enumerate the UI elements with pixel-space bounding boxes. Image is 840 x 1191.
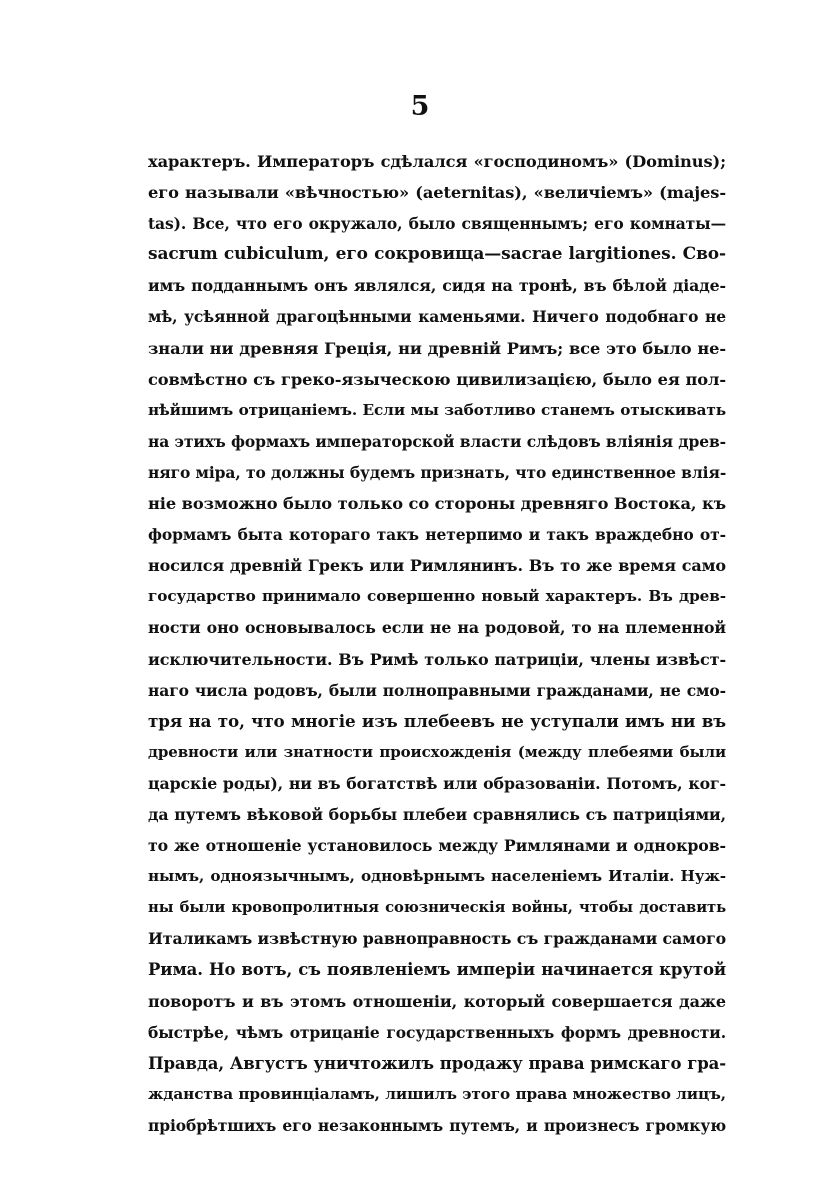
- text-line: царскіе роды), ни въ богатствѣ или образованіи. Потомъ, ког-: [148, 773, 726, 793]
- text-line: характеръ. Императоръ сдѣлался «господиномъ» (Dominus);: [148, 152, 726, 171]
- text-line: нѣйшимъ отрицаніемъ. Если мы заботливо станемъ отыскивать: [148, 400, 726, 419]
- text-line: исключительности. Въ Римѣ только патриціи, члены извѣст-: [148, 649, 726, 669]
- text-line: Правда, Августъ уничтожилъ продажу права римскаго гра-: [148, 1053, 726, 1073]
- text-line: да путемъ вѣковой борьбы плебеи сравнялись съ патриціями,: [148, 804, 726, 824]
- text-line: древности или знатности происхожденія (между плебеями были: [148, 742, 726, 761]
- text-line: ны были кровопролитныя союзническія войны, чтобы доставить: [148, 899, 726, 917]
- text-line: знали ни древняя Греція, ни древній Римъ; все это было не-: [148, 338, 726, 358]
- text-line: тря на то, что многіе изъ плебеевъ не уступали имъ ни въ: [148, 710, 726, 731]
- text-line: жданства провинціаламъ, лишилъ этого права множество лицъ,: [148, 1084, 726, 1103]
- text-line: ности оно основывалось если не на родовой, то на племенной: [148, 618, 726, 638]
- text-line: формамъ быта котораго такъ нетерпимо и такъ враждебно от-: [148, 525, 726, 545]
- text-line: няго міра, то должны будемъ признать, что единственное влія-: [148, 462, 727, 482]
- text-line: нымъ, одноязычнымъ, одновѣрнымъ населеніемъ Италіи. Нуж-: [148, 867, 726, 886]
- text-line: государство принимало совершенно новый характеръ. Въ древ-: [148, 587, 726, 606]
- text-line: sacrum cubiculum, его сокровища—sacrae largitiones. Сво-: [148, 244, 726, 265]
- text-line: имъ подданнымъ онъ являлся, сидя на тронѣ, въ бѣлой діаде-: [148, 276, 726, 296]
- text-line: Рима. Но вотъ, съ появленіемъ имперіи начинается крутой: [148, 960, 726, 980]
- text-line: ніе возможно было только со стороны древняго Востока, къ: [148, 494, 726, 514]
- text-line: Италикамъ извѣстную равноправность съ гражданами самого: [148, 929, 727, 949]
- text-line: tas). Все, что его окружало, было священнымъ; его комнаты—: [148, 214, 726, 234]
- text-line: наго числа родовъ, были полноправными гражданами, не смо-: [148, 680, 726, 700]
- text-line: поворотъ и въ этомъ отношеніи, который совершается даже: [148, 991, 726, 1011]
- text-line: на этихъ формахъ императорской власти слѣдовъ вліянія древ-: [148, 431, 726, 451]
- text-line: то же отношеніе установилось между Римлянами и однокров-: [148, 836, 726, 856]
- text-line: совмѣстно съ греко-языческою цивилизацією, было ея пол-: [148, 369, 726, 389]
- page-number: 5: [410, 91, 430, 122]
- text-line: носился древній Грекъ или Римлянинъ. Въ то же время само: [148, 556, 726, 576]
- text-line: быстрѣе, чѣмъ отрицаніе государственныхъ формъ древности.: [148, 1022, 726, 1042]
- body-text: [148, 146, 726, 1141]
- text-line: его называли «вѣчностью» (aeternitas), «величіемъ» (majes-: [148, 183, 726, 203]
- text-line: мѣ, усѣянной драгоцѣнными каменьями. Ничего подобнаго не: [148, 307, 726, 327]
- text-line: пріобрѣтшихъ его незаконнымъ путемъ, и произнесъ громкую: [148, 1115, 726, 1135]
